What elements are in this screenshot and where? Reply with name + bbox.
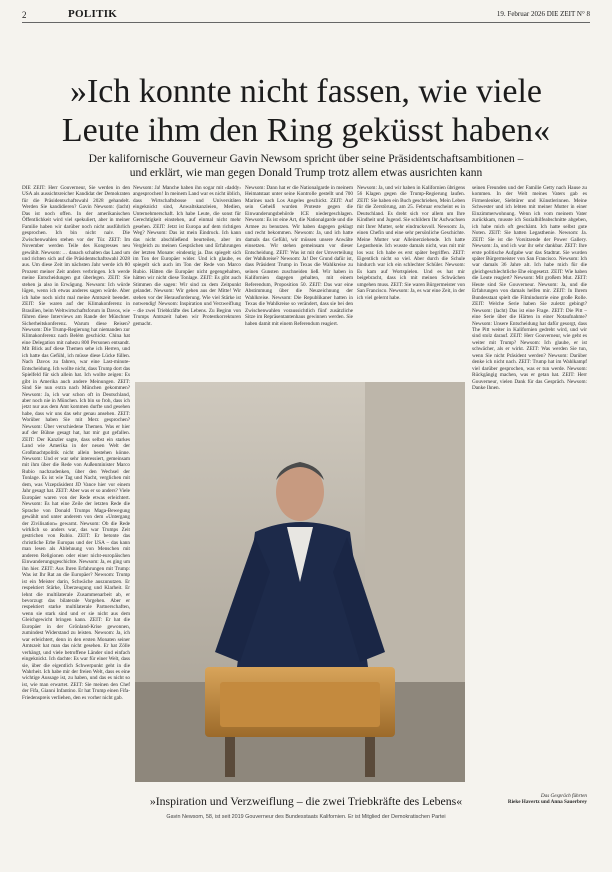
headline: »Ich konnte nicht fassen, wie viele Leute ihm den Ring geküsst haben«	[61, 73, 551, 149]
portrait-image	[135, 382, 465, 782]
article-column-4	[357, 185, 465, 380]
article-column-1	[22, 185, 130, 845]
article-column-3	[245, 185, 353, 380]
article-column-5	[472, 185, 587, 845]
interviewers: Rieke Havertz und Anna Sauerbrey	[507, 799, 587, 806]
deck: Der kalifornische Gouverneur Gavin Newsom spricht über seine Präsidentschaftsambitionen – und erklärt, wie man gegen Donald Trump trotz allem etwas ausrichten kann	[88, 153, 524, 179]
portrait-photo	[135, 382, 465, 782]
column-text: Newsom: Dann hat er die Nationalgarde in meinem Heimatstaat unter seine Kontrolle gestellt und 700 Marines nach Los Angeles geschickt. ZEIT: Auf sein Geheiß wurden Proteste gegen die Einwanderungsbehörde ICE niedergeschlagen. Newsom: Es ist eine Art, die Nationalgarde und die Armee zu benutzen. Wir haben dagegen geklagt und recht bekommen. Newsom: Ja, und ich hatte damals das Gefühl, wir müssen unsere Anwälte einsetzen. Wir stehen gemeinsam vor dieser Entscheidung. ZEIT: Was ist mit der Umverteilung der Wahlkreise? Newsom: Ja! Der Grund dafür ist, dass Präsident Trump in Texas die Wahlkreise zu seinen Gunsten zuschneiden ließ. Wir haben in Kalifornien dagegen gehalten, mit einem Referendum, Proposition 50. ZEIT: Das war eine Abstimmung über die Neuzeichnung der Wahlkreise. Newsom: Die Republikaner hatten in Texas die Wahlkreise so verändert, dass sie bei den Zwischenwahlen voraussichtlich fünf zusätzliche Sitze im Repräsentantenhaus gewinnen werden. Sie haben damit mit einem Referendum reagiert.	[245, 185, 353, 327]
article-column-2	[133, 185, 241, 380]
interview-credit: Das Gespräch führten	[540, 793, 587, 799]
pull-quote: »Inspiration und Verzweiflung – die zwei Triebkräfte des Lebens«	[149, 794, 463, 808]
column-text: DIE ZEIT: Herr Gouverneur, Sie werden in den USA als aussichtsreicher Kandidat der Demokraten für die Präsidentschaftswahl 2028 gehandelt. Werden Sie kandidieren? Gavin Newsom: (lacht) Das ist noch offen. In der amerikanischen Öffentlichkeit wird viel spekuliert, aber in meiner Familie haben wir darüber noch nicht ausführlich gesprochen. Ich bin nicht naiv. Die Zwischenwahlen stehen vor der Tür. ZEIT: Im November werden Teile des Kongresses neu gewählt. Newsom: … danach schalten das Land um und richten sich auf die Präsidentschaftswahl 2028 aus. Um diese Zeit im nächsten Jahr werde ich 80 Prozent meiner Zeit anders verbringen. Ich werde meine Entscheidungen gut überlegen. ZEIT: Sie stehen ja also in Erwägung. Newsom: Ich würde lügen, wenn ich etwas anderes sagen würde. Aber ich habe noch nicht mal meine Amtszeit beendet. ZEIT: Sie waren auf der Klimakonferenz in Brasilien, beim Weltwirtschaftsforum in Davos, wie führen diese Interviews am Rande der Münchner Sicherheitskonferenz. Warum diese Reisen? Newsom: Die Trump-Regierung hat niemanden zur Klimakonferenz nach Belém geschickt. China hat eine Delegation mit nahezu 800 Personen entsandt. Mit Blick auf diese Themen sehe ich Herren, und ich hatte das Gefühl, ich müsse diese Lücke füllen. Nach Davos zu fahren, war eine Last-minute-Entscheidung. Ich wollte nicht, dass Trump dort das Spielfeld für sich allein hat. Ich wollte zeigen: Es gibt in Amerika auch andere Meinungen. ZEIT: Sind Sie nun extra nach München gekommen? Newsom: Ja, ich war schon oft in Deutschland, aber noch nie in München. Ich bin so froh, dass ich jetzt nur aus dem Amt kommen durfte und gesehen habe, dass wir uns das sehr genau ansehen. ZEIT: Worüber haben Sie mit Merz gesprochen? Newsom: Über verschiedene Themen. Was er hier auf der Bühne gesagt hat, hat mir gut gefallen. ZEIT: Der Kanzler sagte, dass selbst ein starkes Land wie Amerika in der neuen Welt der Großmachtpolitik nicht allein bestehen könne. Newsom: Und er war sehr interessiert, gemeinsam mit ihm über die Rede von Außenminister Marco Rubio nachzudenken, über den Wechsel der Tonlage. Es ist wie Tag und Nacht, verglichen mit dem, was Vizepräsident JD Vance hier vor einem Jahr gesagt hat. ZEIT: Aber was er so anders? Viele Europäer waren von der Rede etwas erleichtert. Newsom: Es hat eine Zeile der letzten Rede die Sprache von Donald Trumps Maga-Bewegung gewählt und unter anderem von dem »Untergang der Zivilisation« gewarnt. Newsom: Ob die Rede wirklich so anders war, das war Trumps Zeit gestrichen von Rubio. ZEIT: Er betonte das christliche Erbe Europas und der USA – das kann man lesen als Ablehnung von Menschen mit anderen Religionen oder einer nicht-europäischen Einwanderungsgeschichte. Newsom: Ja, es ging um ihn hier. ZEIT: Aus Ihren Erfahrungen mit Trump: Was ist Ihr Rat an die Europäer? Newsom: Trump ist ein Meister darin, Schwäche auszunutzen. Er respektiert Stärke, Überzeugung und Klarheit. Er lehnt die multilaterale Zusammenarbeit ab, er bevorzugt das bilaterale Vorgehen. Aber er respektiert starke multilaterale Partnerschaften, wenn sie stark sind und er sie nicht aus dem Gleichgewicht bringen kann. ZEIT: Er hat die Europäer in der Grönland-Krise gewonnen, zumindest Widerstand zu leisten. Newsom: Ja, ich war erleichtert, denn in den ersten Monaten seiner Amtszeit hat man das nicht gesehen. Er hat Zölle verhängt, und viele betroffene Länder sind einfach eingeknickt. Ich dachte: Es war für einer Welt, dass sie, über die eigentlich Schwerpunkt geht in die Wahrheit. Ich habe mir der freien Welt, dass es eine wichtige Aussage ist, zu haben, und das es nicht so ist, wie man erwartet. ZEIT: Sie meinen den Chef der Fifa, Gianni Infantino. Er hat Trump einen Fifa-Friedenspreis verliehen, den es vorher nicht gab.	[22, 185, 130, 701]
issue-date: 19. Februar 2026 DIE ZEIT N° 8	[496, 10, 590, 18]
column-text: Newsom: Ja! Manche haben ihn sogar mit ›daddy‹ angesprochen! In meinem Land war es nicht üblich, dass Wirtschaftsbosse und Universitäten eingeknickt sind, Anwaltskanzleien, Medien, Unternehmerschaft. Ich habe Leute, die sonst für Gerechtigkeit einstehen, auf einmal nicht mehr gesehen. ZEIT: Jetzt ist Europa auf dem richtigen Weg? Newsom: Das ist mein Eindruck. Ich kann das nicht abschließend beurteilen, aber im Vergleich zu meinen Gesprächen und Erfahrungen der letzten Monate: eindeutig ja. Das spiegelt sich im Ton der Europäer wider. Und ich glaube, es spiegelt sich auch im Ton der Rede von Marco Rubio. Hätten die Europäer nicht gegengehalten, hätten wir nicht diese Tonlage. ZEIT: Es gibt auch Stimmen die sagen: Wir sind zu dem Zeitpunkt gelandet. Newsom: Wir gehen aus der Mitte! Wir stehen vor der Herausforderung. Wie viel Stärke ist notwendig! Newsom: Inspiration und Verzweiflung – die zwei Triebkräfte des Lebens. Zu Beginn von Trumps Amtszeit haben wir Protestkorrekturen gemacht.	[133, 185, 241, 327]
column-text: seinen Freunden und der Familie Getty nach Hause zu kommen. In der Welt meines Vaters gab es Firmenlenker, Siebtürer und Künstlerinnen. Meine Schwester und ich lebten mit meiner Mutter in einer Einzimmerwohnung. Wenn ich vom meinem Vater zurückkam, musste ich Sozialhilfeabschnitte abgeben, ich habe mich oft geschämt. Ich hatte selbst gute Noten. ZEIT: Sie hatten Legasthenie. Newsom: Ja. ZEIT: Sie ist die Vorsitzende der Power Gallery. Newsom: Ja, und ich war ihr sehr dankbar. ZEIT: Ihre erste politische Aufgabe war das Stadtrat. Sie wurden später Bürgermeister von San Francisco. Newsom: Ich war damals 36 Jahre alt. Ich habe mich für die gleichgeschlechtliche Ehe eingesetzt. ZEIT: Wie haben die Leute reagiert? Newsom: Mit großem Mut. ZEIT: Heute sind Sie Gouverneur. Newsom: Ja, und die Erfahrungen von damals helfen mir. ZEIT: In Ihrem Bundesstaat spielt die Filmindustrie eine große Rolle. ZEIT: Welche Serie haben Sie zuletzt gebingt? Newsom: (lacht) Das ist eine Frage. ZEIT: Die Pitt – eine Serie über die Härten in einer Notaufnahme? Newsom: Unsere Entscheidung hat dafür gesorgt, dass The Pitt weiter in Kalifornien gedreht wird, und wir sind stolz darauf. ZEIT: Herr Gouverneur, wie geht es weiter mit Trump? Newsom: Ich glaube, er ist schwächer, als er wirkt. ZEIT: Was werden Sie tun, wenn Sie nicht Präsident werden? Newsom: Darüber denke ich nicht nach. ZEIT: Trump hat im Wahlkampf viel darüber gesprochen, was er tun werde. Newsom: Rückgängig machen, was er getan hat. ZEIT: Herr Gouverneur, vielen Dank für das Gespräch. Newsom: Danke Ihnen.	[472, 185, 587, 392]
page-header	[22, 6, 590, 23]
photo-caption: Gavin Newsom, 58, ist seit 2019 Gouverneur des Bundesstaats Kalifornien. Er ist Mitglied der Demokratischen Partei	[166, 814, 446, 820]
section-label: POLITIK	[68, 8, 118, 20]
page-number: 2	[22, 10, 27, 20]
column-text: Newsom: Ja, und wir haben in Kalifornien übrigens 56 Klagen gegen die Trump-Regierung laufen. ZEIT: Sie haben ein Buch geschrieben, Mein Leben für die Zerstörung, am 25. Februar erscheint es in Deutschland. Es dreht sich vor allem um Ihre Kindheit und Jugend. Sie schildern Ihr Aufwachsen mit Ihrer Mutter, sehr eindrucksvoll. Newsom: Ja, einen Chefin und eine sehr persönliche Geschichte. Meine Mutter war Alleinerziehende. Ich hatte Legasthenie. Ich wusste damals nicht, was mit mir los war. Ich habe es erst später begriffen. ZEIT: Eigentlich nicht so viel. Aber durch die Schule hindurch war ich ein schlechter Schüler. Newsom: Es kam auf Wortspielen. Und es hat mir beigebracht, dass ich mit meinen Schwächen umgehen muss. ZEIT: Sie waren Bürgermeister von San Francisco. Newsom: Ja, es war eine Zeit, in der ich viel gelernt habe.	[357, 185, 465, 301]
